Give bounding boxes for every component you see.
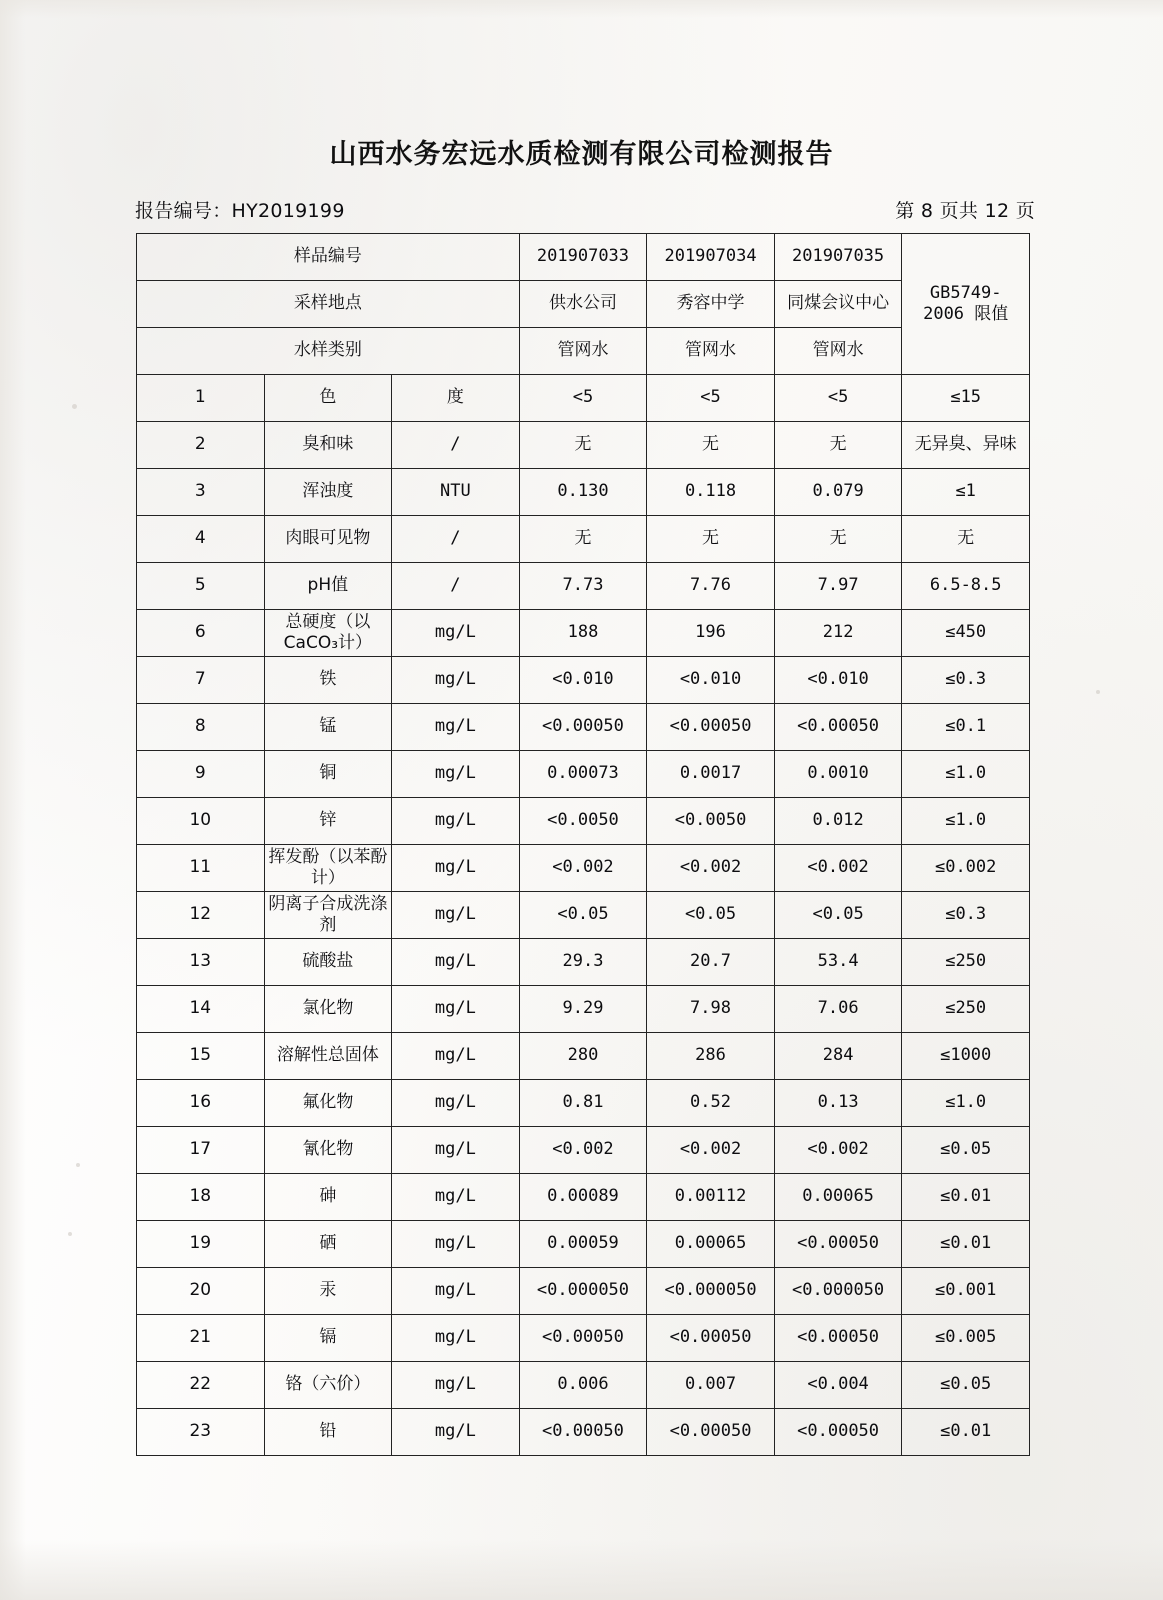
row-unit: mg/L: [392, 939, 520, 986]
row-unit: mg/L: [392, 1315, 520, 1362]
row-value-1: 9.29: [519, 986, 647, 1033]
row-index: 23: [137, 1409, 265, 1456]
row-parameter: 汞: [264, 1268, 392, 1315]
sample-type-3: 管网水: [774, 328, 902, 375]
table-header-row-sample-id: [137, 234, 1030, 281]
row-value-3: 0.079: [774, 469, 902, 516]
row-parameter: 镉: [264, 1315, 392, 1362]
row-value-2: <0.0050: [647, 798, 775, 845]
row-value-2: 无: [647, 516, 775, 563]
row-parameter: 总硬度（以CaCO₃计）: [264, 610, 392, 657]
table-row: [137, 939, 1030, 986]
page-number: 第 8 页共 12 页: [895, 200, 1035, 222]
table-row: [137, 375, 1030, 422]
row-value-2: 0.00112: [647, 1174, 775, 1221]
row-limit: ≤1000: [902, 1033, 1030, 1080]
row-value-3: 0.13: [774, 1080, 902, 1127]
table-row: [137, 845, 1030, 892]
paper-edge-shadow-top: [0, 0, 1163, 18]
row-limit: ≤450: [902, 610, 1030, 657]
table-header-row-type: [137, 328, 1030, 375]
row-index: 21: [137, 1315, 265, 1362]
row-parameter: 铬（六价）: [264, 1362, 392, 1409]
row-unit: mg/L: [392, 704, 520, 751]
row-unit: mg/L: [392, 1221, 520, 1268]
row-parameter: 挥发酚（以苯酚计）: [264, 845, 392, 892]
row-index: 3: [137, 469, 265, 516]
row-parameter: pH值: [264, 563, 392, 610]
row-value-1: 280: [519, 1033, 647, 1080]
row-value-2: <0.002: [647, 1127, 775, 1174]
row-parameter: 砷: [264, 1174, 392, 1221]
row-limit: ≤15: [902, 375, 1030, 422]
row-limit: ≤0.3: [902, 657, 1030, 704]
row-value-1: <0.000050: [519, 1268, 647, 1315]
row-value-3: <0.002: [774, 1127, 902, 1174]
row-value-1: <0.00050: [519, 1315, 647, 1362]
row-limit: ≤0.001: [902, 1268, 1030, 1315]
row-value-1: <0.010: [519, 657, 647, 704]
row-unit: mg/L: [392, 1268, 520, 1315]
row-value-3: <0.00050: [774, 704, 902, 751]
row-index: 18: [137, 1174, 265, 1221]
table-row: [137, 1268, 1030, 1315]
paper-edge-shadow-left: [0, 0, 26, 1600]
table-row: [137, 1315, 1030, 1362]
row-value-3: 7.97: [774, 563, 902, 610]
row-value-3: 无: [774, 422, 902, 469]
row-value-2: 0.007: [647, 1362, 775, 1409]
row-unit: mg/L: [392, 1409, 520, 1456]
table-row: [137, 1080, 1030, 1127]
table-row: [137, 610, 1030, 657]
table-row: [137, 704, 1030, 751]
table-row: [137, 1127, 1030, 1174]
row-limit: ≤0.3: [902, 892, 1030, 939]
row-parameter: 氟化物: [264, 1080, 392, 1127]
sample-id-1: 201907033: [519, 234, 647, 281]
report-number: 报告编号：HY2019199: [135, 200, 345, 222]
row-value-2: 7.98: [647, 986, 775, 1033]
sample-site-3: 同煤会议中心: [774, 281, 902, 328]
table-row: [137, 657, 1030, 704]
water-quality-table: [136, 233, 1030, 1456]
row-unit: /: [392, 516, 520, 563]
row-value-2: <0.00050: [647, 1315, 775, 1362]
row-value-2: <0.010: [647, 657, 775, 704]
row-value-1: 29.3: [519, 939, 647, 986]
row-value-2: <0.002: [647, 845, 775, 892]
row-parameter: 浑浊度: [264, 469, 392, 516]
row-unit: mg/L: [392, 657, 520, 704]
row-value-1: 188: [519, 610, 647, 657]
row-value-3: 212: [774, 610, 902, 657]
table-row: [137, 892, 1030, 939]
row-value-2: <0.05: [647, 892, 775, 939]
table-row: [137, 798, 1030, 845]
row-value-3: <0.002: [774, 845, 902, 892]
row-value-3: 7.06: [774, 986, 902, 1033]
row-unit: mg/L: [392, 1174, 520, 1221]
row-value-1: 0.00073: [519, 751, 647, 798]
row-limit: ≤0.01: [902, 1221, 1030, 1268]
row-value-2: 0.00065: [647, 1221, 775, 1268]
standard-line-2: 2006 限值: [923, 304, 1009, 324]
table-row: [137, 563, 1030, 610]
table-row: [137, 1362, 1030, 1409]
row-value-3: <0.05: [774, 892, 902, 939]
row-index: 22: [137, 1362, 265, 1409]
row-index: 5: [137, 563, 265, 610]
row-value-3: <0.00050: [774, 1409, 902, 1456]
paper-edge-shadow-bottom: [0, 1540, 1163, 1600]
row-parameter: 硫酸盐: [264, 939, 392, 986]
row-limit: 无异臭、异味: [902, 422, 1030, 469]
standard-limit-header: [902, 234, 1030, 375]
row-value-2: <5: [647, 375, 775, 422]
row-value-1: <0.00050: [519, 704, 647, 751]
row-value-2: 196: [647, 610, 775, 657]
row-limit: ≤0.01: [902, 1409, 1030, 1456]
row-parameter: 溶解性总固体: [264, 1033, 392, 1080]
sample-type-2: 管网水: [647, 328, 775, 375]
row-limit: ≤250: [902, 986, 1030, 1033]
paper-speck: [72, 404, 77, 409]
row-index: 7: [137, 657, 265, 704]
row-value-1: 7.73: [519, 563, 647, 610]
row-parameter: 臭和味: [264, 422, 392, 469]
row-value-2: <0.00050: [647, 1409, 775, 1456]
sample-site-2: 秀容中学: [647, 281, 775, 328]
row-unit: mg/L: [392, 1362, 520, 1409]
row-index: 14: [137, 986, 265, 1033]
row-value-1: <0.002: [519, 845, 647, 892]
row-value-1: 0.81: [519, 1080, 647, 1127]
row-parameter: 肉眼可见物: [264, 516, 392, 563]
row-index: 6: [137, 610, 265, 657]
row-index: 9: [137, 751, 265, 798]
row-limit: ≤1.0: [902, 798, 1030, 845]
row-parameter: 锰: [264, 704, 392, 751]
row-parameter: 锌: [264, 798, 392, 845]
paper-speck: [1096, 690, 1100, 694]
table-row: [137, 422, 1030, 469]
row-value-2: 0.118: [647, 469, 775, 516]
row-unit: /: [392, 563, 520, 610]
row-value-3: <0.000050: [774, 1268, 902, 1315]
sample-id-2: 201907034: [647, 234, 775, 281]
row-value-1: 0.006: [519, 1362, 647, 1409]
row-index: 2: [137, 422, 265, 469]
row-unit: mg/L: [392, 751, 520, 798]
row-value-1: <5: [519, 375, 647, 422]
row-value-2: <0.00050: [647, 704, 775, 751]
row-value-1: 无: [519, 422, 647, 469]
header-label-type: 水样类别: [137, 328, 520, 375]
row-index: 11: [137, 845, 265, 892]
row-value-3: <0.00050: [774, 1315, 902, 1362]
row-parameter: 阴离子合成洗涤剂: [264, 892, 392, 939]
sample-type-1: 管网水: [519, 328, 647, 375]
row-value-2: 20.7: [647, 939, 775, 986]
sample-id-3: 201907035: [774, 234, 902, 281]
row-parameter: 铁: [264, 657, 392, 704]
table-row: [137, 1409, 1030, 1456]
header-label-site: 采样地点: [137, 281, 520, 328]
row-value-3: 0.00065: [774, 1174, 902, 1221]
table-row: [137, 1221, 1030, 1268]
row-unit: mg/L: [392, 1033, 520, 1080]
row-value-3: 53.4: [774, 939, 902, 986]
row-index: 20: [137, 1268, 265, 1315]
row-parameter: 色: [264, 375, 392, 422]
table-row: [137, 469, 1030, 516]
row-parameter: 铅: [264, 1409, 392, 1456]
row-value-2: 0.0017: [647, 751, 775, 798]
row-index: 19: [137, 1221, 265, 1268]
row-unit: mg/L: [392, 845, 520, 892]
row-unit: mg/L: [392, 610, 520, 657]
row-value-2: 286: [647, 1033, 775, 1080]
row-index: 4: [137, 516, 265, 563]
row-index: 10: [137, 798, 265, 845]
page-title: 山西水务宏远水质检测有限公司检测报告: [329, 139, 834, 170]
row-limit: 无: [902, 516, 1030, 563]
row-parameter: 氯化物: [264, 986, 392, 1033]
row-unit: mg/L: [392, 798, 520, 845]
row-index: 17: [137, 1127, 265, 1174]
row-limit: ≤0.002: [902, 845, 1030, 892]
table-row: [137, 751, 1030, 798]
row-parameter: 铜: [264, 751, 392, 798]
row-index: 15: [137, 1033, 265, 1080]
row-value-3: <0.004: [774, 1362, 902, 1409]
row-unit: 度: [392, 375, 520, 422]
row-value-3: <0.00050: [774, 1221, 902, 1268]
row-limit: ≤0.05: [902, 1362, 1030, 1409]
table-row: [137, 986, 1030, 1033]
row-index: 1: [137, 375, 265, 422]
row-value-1: 0.00059: [519, 1221, 647, 1268]
row-value-1: <0.002: [519, 1127, 647, 1174]
row-limit: ≤1: [902, 469, 1030, 516]
row-value-3: 284: [774, 1033, 902, 1080]
row-value-1: 无: [519, 516, 647, 563]
row-unit: mg/L: [392, 986, 520, 1033]
row-value-3: 0.0010: [774, 751, 902, 798]
row-limit: ≤250: [902, 939, 1030, 986]
row-value-2: 无: [647, 422, 775, 469]
row-limit: 6.5-8.5: [902, 563, 1030, 610]
standard-line-1: GB5749-: [929, 282, 1002, 303]
table-row: [137, 1033, 1030, 1080]
paper-speck: [68, 1232, 72, 1236]
row-limit: ≤0.01: [902, 1174, 1030, 1221]
row-limit: ≤0.05: [902, 1127, 1030, 1174]
row-unit: NTU: [392, 469, 520, 516]
row-index: 13: [137, 939, 265, 986]
row-value-1: <0.05: [519, 892, 647, 939]
row-limit: ≤0.005: [902, 1315, 1030, 1362]
row-unit: mg/L: [392, 1127, 520, 1174]
table-row: [137, 1174, 1030, 1221]
row-parameter: 氰化物: [264, 1127, 392, 1174]
report-meta: [135, 196, 1035, 223]
row-limit: ≤0.1: [902, 704, 1030, 751]
table-row: [137, 516, 1030, 563]
row-value-3: 0.012: [774, 798, 902, 845]
row-value-2: 0.52: [647, 1080, 775, 1127]
row-value-1: 0.130: [519, 469, 647, 516]
row-unit: mg/L: [392, 1080, 520, 1127]
row-value-3: 无: [774, 516, 902, 563]
row-limit: ≤1.0: [902, 751, 1030, 798]
row-index: 12: [137, 892, 265, 939]
sample-site-1: 供水公司: [519, 281, 647, 328]
row-value-1: <0.00050: [519, 1409, 647, 1456]
row-value-1: 0.00089: [519, 1174, 647, 1221]
row-parameter: 硒: [264, 1221, 392, 1268]
header-label-sample-id: 样品编号: [137, 234, 520, 281]
paper-speck: [76, 1163, 80, 1167]
row-index: 8: [137, 704, 265, 751]
row-index: 16: [137, 1080, 265, 1127]
row-value-1: <0.0050: [519, 798, 647, 845]
row-unit: /: [392, 422, 520, 469]
row-value-2: <0.000050: [647, 1268, 775, 1315]
row-value-2: 7.76: [647, 563, 775, 610]
table-header-row-site: [137, 281, 1030, 328]
row-unit: mg/L: [392, 892, 520, 939]
row-value-3: <5: [774, 375, 902, 422]
row-limit: ≤1.0: [902, 1080, 1030, 1127]
row-value-3: <0.010: [774, 657, 902, 704]
